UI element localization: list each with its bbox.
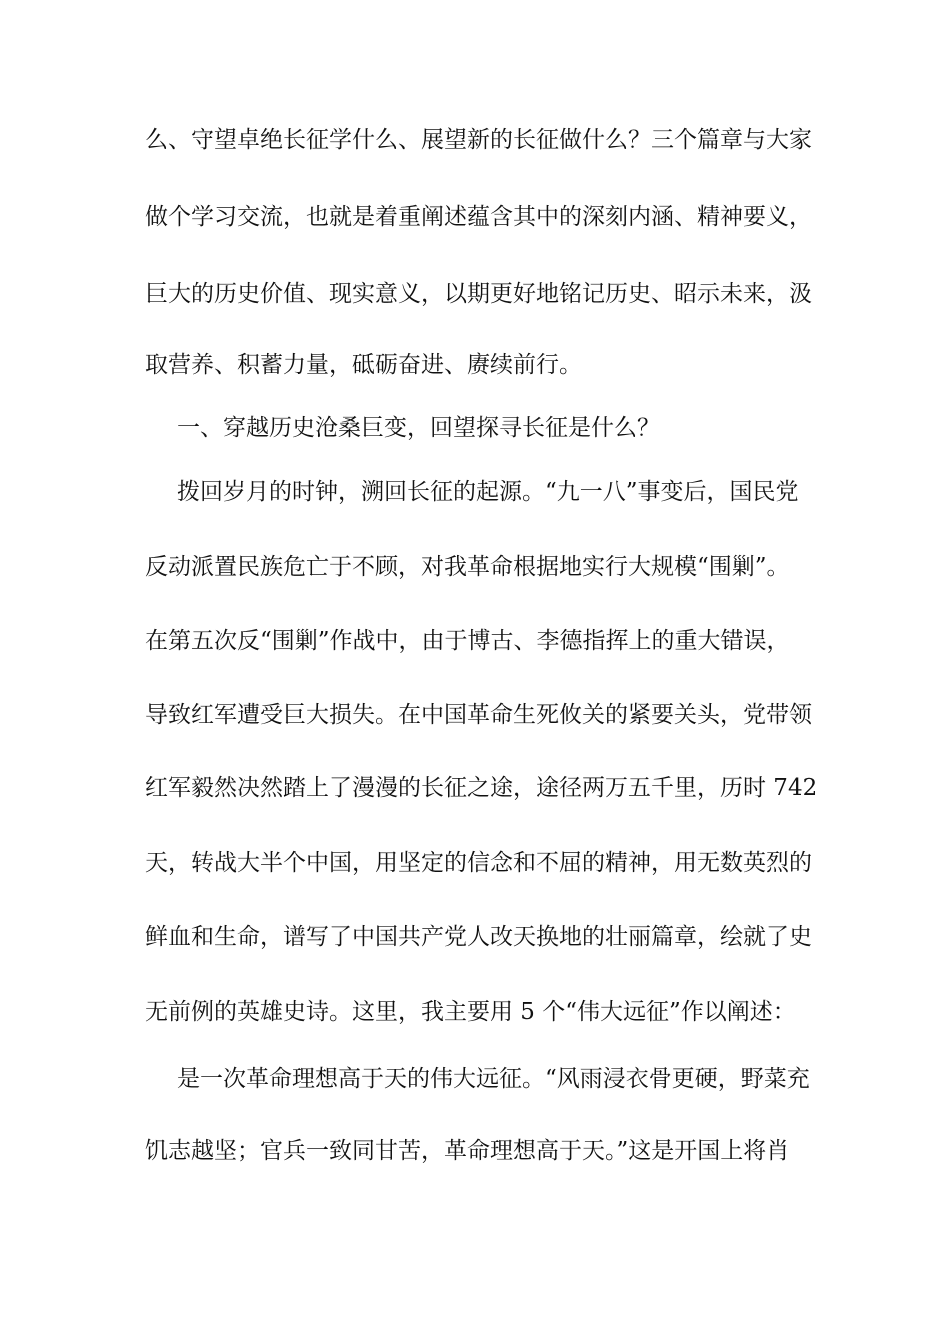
- paragraph-line: 在第五次反“围剿”作战中，由于博古、李德指挥上的重大错误，: [145, 628, 790, 654]
- paragraph-line: 拨回岁月的时钟，溯回长征的起源。“九一八”事变后，国民党: [177, 479, 799, 505]
- paragraph-line: 么、守望卓绝长征学什么、展望新的长征做什么？三个篇章与大家: [145, 127, 812, 153]
- paragraph-line: 巨大的历史价值、现实意义，以期更好地铭记历史、昭示未来，汲: [145, 281, 812, 307]
- paragraph-line: 无前例的英雄史诗。这里，我主要用 5 个“伟大远征”作以阐述：: [145, 999, 796, 1025]
- paragraph-line: 反动派置民族危亡于不顾，对我革命根据地实行大规模“围剿”。: [145, 554, 790, 580]
- section-heading: 一、穿越历史沧桑巨变，回望探寻长征是什么？: [177, 415, 660, 441]
- paragraph-line: 做个学习交流，也就是着重阐述蕴含其中的深刻内涵、精神要义，: [145, 204, 812, 230]
- paragraph-line: 导致红军遭受巨大损失。在中国革命生死攸关的紧要关头，党带领: [145, 702, 812, 728]
- paragraph-line: 是一次革命理想高于天的伟大远征。“风雨浸衣骨更硬，野菜充: [177, 1066, 810, 1092]
- paragraph-line: 鲜血和生命，谱写了中国共产党人改天换地的壮丽篇章，绘就了史: [145, 924, 812, 950]
- paragraph-line: 红军毅然决然踏上了漫漫的长征之途，途径两万五千里，历时 742: [145, 775, 818, 801]
- paragraph-line: 天，转战大半个中国，用坚定的信念和不屈的精神，用无数英烈的: [145, 850, 812, 876]
- paragraph-line: 饥志越坚；官兵一致同甘苦，革命理想高于天。”这是开国上将肖: [145, 1138, 790, 1164]
- paragraph-line: 取营养、积蓄力量，砥砺奋进、赓续前行。: [145, 352, 582, 378]
